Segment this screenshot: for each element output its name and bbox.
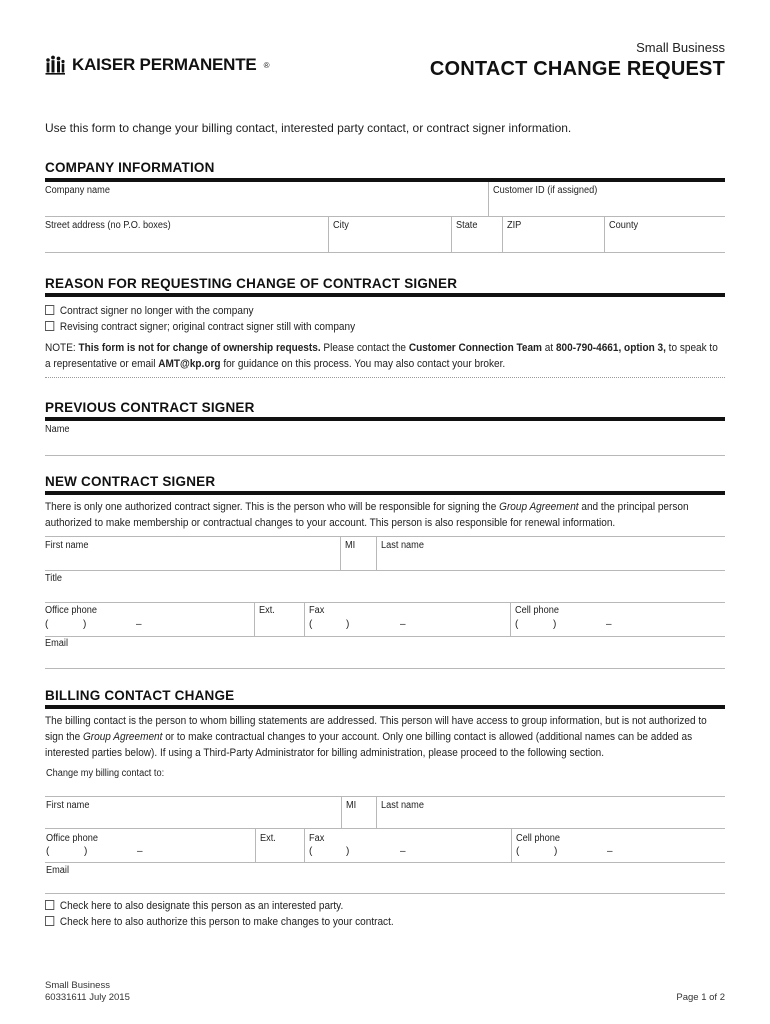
desc-italic: Group Agreement bbox=[499, 501, 579, 513]
zip-field[interactable]: ZIP bbox=[507, 220, 522, 231]
checkbox[interactable] bbox=[45, 305, 54, 315]
divider bbox=[45, 862, 725, 863]
note-email: AMT@kp.org bbox=[158, 358, 221, 370]
city-field[interactable]: City bbox=[333, 220, 349, 231]
billing-mi-field[interactable]: MI bbox=[346, 800, 357, 811]
new-signer-description bbox=[45, 499, 725, 531]
state-field[interactable]: State bbox=[456, 220, 478, 231]
note-phone: 800-790-4661, option 3, bbox=[555, 342, 666, 354]
new-signer-first-name-field[interactable]: First name bbox=[45, 540, 89, 551]
divider bbox=[45, 828, 725, 829]
desc-text: The billing contact is the person to whom billing statements are addressed. This person will have access to group information, but is not authorized to sign the bbox=[45, 715, 707, 743]
footer-left bbox=[45, 980, 130, 1004]
note-prefix: NOTE: bbox=[45, 342, 79, 354]
kaiser-permanente-logo bbox=[44, 54, 269, 76]
divider bbox=[451, 216, 452, 252]
divider bbox=[45, 602, 725, 603]
reason-option-label: Revising contract signer; original contract signer still with company bbox=[59, 321, 356, 333]
divider bbox=[304, 602, 305, 636]
street-address-field[interactable]: Street address (no P.O. boxes) bbox=[45, 220, 171, 231]
divider bbox=[511, 828, 512, 862]
divider bbox=[45, 636, 725, 637]
divider bbox=[340, 536, 341, 570]
desc-text: or to make contractual changes to your account. Only one billing contact is allowed (additional names can be added as interested parties below). If using a Third-Party Administrator for billing administration, please proceed to the following section. bbox=[45, 731, 693, 759]
divider bbox=[341, 796, 342, 828]
phone-dash: – bbox=[400, 619, 406, 630]
note-bold: This form is not for change of ownership requests. bbox=[78, 342, 321, 354]
logo-registered-mark: ® bbox=[263, 60, 270, 70]
form-title: CONTACT CHANGE REQUEST bbox=[429, 58, 725, 80]
authorize-changes-checkbox-row[interactable] bbox=[45, 916, 394, 928]
checkbox[interactable] bbox=[45, 321, 54, 331]
divider bbox=[45, 796, 725, 797]
section-title-billing: BILLING CONTACT CHANGE bbox=[45, 688, 235, 703]
desc-italic: Group Agreement bbox=[82, 731, 163, 743]
divider bbox=[488, 182, 489, 216]
phone-dash: – bbox=[607, 846, 613, 857]
form-category: Small Business bbox=[636, 40, 725, 55]
reason-note bbox=[45, 340, 725, 372]
phone-dash: – bbox=[136, 619, 142, 630]
divider bbox=[304, 828, 305, 862]
divider bbox=[45, 455, 725, 456]
billing-fax-field[interactable]: Fax bbox=[309, 833, 325, 844]
logo-wordmark: KAISER PERMANENTE bbox=[72, 55, 257, 74]
billing-office-phone-field[interactable]: Office phone bbox=[46, 833, 99, 844]
phone-area-open: ( bbox=[45, 619, 49, 630]
divider bbox=[604, 216, 605, 252]
new-signer-office-phone-field[interactable]: Office phone bbox=[45, 605, 98, 616]
billing-change-to-field[interactable]: Change my billing contact to: bbox=[46, 768, 165, 779]
dotted-divider bbox=[45, 377, 725, 378]
phone-area-open: ( bbox=[309, 619, 313, 630]
new-signer-title-field[interactable]: Title bbox=[45, 573, 63, 584]
note-bold: Customer Connection Team bbox=[408, 342, 542, 354]
phone-area-close: ) bbox=[346, 619, 350, 630]
page-number: Page 1 of 2 bbox=[676, 992, 725, 1003]
new-signer-cell-phone-field[interactable]: Cell phone bbox=[515, 605, 559, 616]
phone-area-close: ) bbox=[83, 619, 87, 630]
new-signer-email-field[interactable]: Email bbox=[45, 638, 69, 649]
section-rule bbox=[45, 705, 725, 709]
reason-option-2[interactable] bbox=[45, 321, 355, 333]
billing-cell-phone-field[interactable]: Cell phone bbox=[516, 833, 560, 844]
company-name-field[interactable]: Company name bbox=[45, 185, 110, 196]
desc-text: There is only one authorized contract signer. This is the person who will be responsible for signing the bbox=[45, 501, 500, 513]
reason-option-1[interactable] bbox=[45, 305, 254, 317]
kp-people-icon bbox=[44, 54, 66, 76]
divider bbox=[45, 893, 725, 894]
phone-area-open: ( bbox=[516, 846, 520, 857]
billing-description bbox=[45, 713, 725, 761]
billing-ext-field[interactable]: Ext. bbox=[260, 833, 276, 844]
new-signer-ext-field[interactable]: Ext. bbox=[259, 605, 275, 616]
footer-form-number: 60331611 July 2015 bbox=[45, 992, 130, 1003]
phone-dash: – bbox=[400, 846, 406, 857]
section-title-previous-signer: PREVIOUS CONTRACT SIGNER bbox=[45, 400, 255, 415]
checkbox-label: Check here to also designate this person as an interested party. bbox=[59, 900, 344, 912]
phone-area-open: ( bbox=[515, 619, 519, 630]
divider bbox=[510, 602, 511, 636]
checkbox[interactable] bbox=[45, 900, 54, 910]
note-text: to speak to a representative or email bbox=[45, 342, 718, 370]
divider bbox=[502, 216, 503, 252]
new-signer-last-name-field[interactable]: Last name bbox=[381, 540, 424, 551]
new-signer-mi-field[interactable]: MI bbox=[345, 540, 356, 551]
section-rule bbox=[45, 417, 725, 421]
divider bbox=[376, 796, 377, 828]
note-text: at bbox=[541, 342, 556, 354]
section-title-company: COMPANY INFORMATION bbox=[45, 160, 215, 175]
phone-area-open: ( bbox=[46, 846, 50, 857]
section-rule bbox=[45, 293, 725, 297]
phone-area-open: ( bbox=[309, 846, 313, 857]
divider bbox=[255, 828, 256, 862]
desc-text: and the principal person authorized to make membership or contractual changes to your account. This person is also responsible for renewal information. bbox=[45, 501, 689, 529]
billing-first-name-field[interactable]: First name bbox=[46, 800, 90, 811]
footer-category: Small Business bbox=[45, 980, 110, 991]
billing-email-field[interactable]: Email bbox=[46, 865, 70, 876]
interested-party-checkbox-row[interactable] bbox=[45, 900, 343, 912]
divider bbox=[376, 536, 377, 570]
divider bbox=[45, 668, 725, 669]
previous-signer-name-field[interactable]: Name bbox=[45, 424, 70, 435]
checkbox[interactable] bbox=[45, 916, 54, 926]
phone-area-close: ) bbox=[346, 846, 350, 857]
billing-last-name-field[interactable]: Last name bbox=[381, 800, 424, 811]
phone-dash: – bbox=[606, 619, 612, 630]
phone-dash: – bbox=[137, 846, 143, 857]
phone-area-close: ) bbox=[554, 846, 558, 857]
divider bbox=[45, 252, 725, 253]
divider bbox=[254, 602, 255, 636]
checkbox-label: Check here to also authorize this person to make changes to your contract. bbox=[59, 916, 394, 928]
new-signer-fax-field[interactable]: Fax bbox=[309, 605, 325, 616]
note-text: for guidance on this process. You may also contact your broker. bbox=[220, 358, 506, 370]
intro-text: Use this form to change your billing contact, interested party contact, or contract signer information. bbox=[45, 121, 572, 135]
divider bbox=[328, 216, 329, 252]
divider bbox=[45, 570, 725, 571]
customer-id-field[interactable]: Customer ID (if assigned) bbox=[493, 185, 598, 196]
section-title-reason: REASON FOR REQUESTING CHANGE OF CONTRACT SIGNER bbox=[45, 276, 458, 291]
note-text: Please contact the bbox=[320, 342, 409, 354]
section-rule bbox=[45, 491, 725, 495]
phone-area-close: ) bbox=[553, 619, 557, 630]
divider bbox=[45, 216, 725, 217]
phone-area-close: ) bbox=[84, 846, 88, 857]
divider bbox=[45, 536, 725, 537]
section-title-new-signer: NEW CONTRACT SIGNER bbox=[45, 474, 216, 489]
county-field[interactable]: County bbox=[609, 220, 639, 231]
section-rule bbox=[45, 178, 725, 182]
reason-option-label: Contract signer no longer with the company bbox=[59, 305, 254, 317]
